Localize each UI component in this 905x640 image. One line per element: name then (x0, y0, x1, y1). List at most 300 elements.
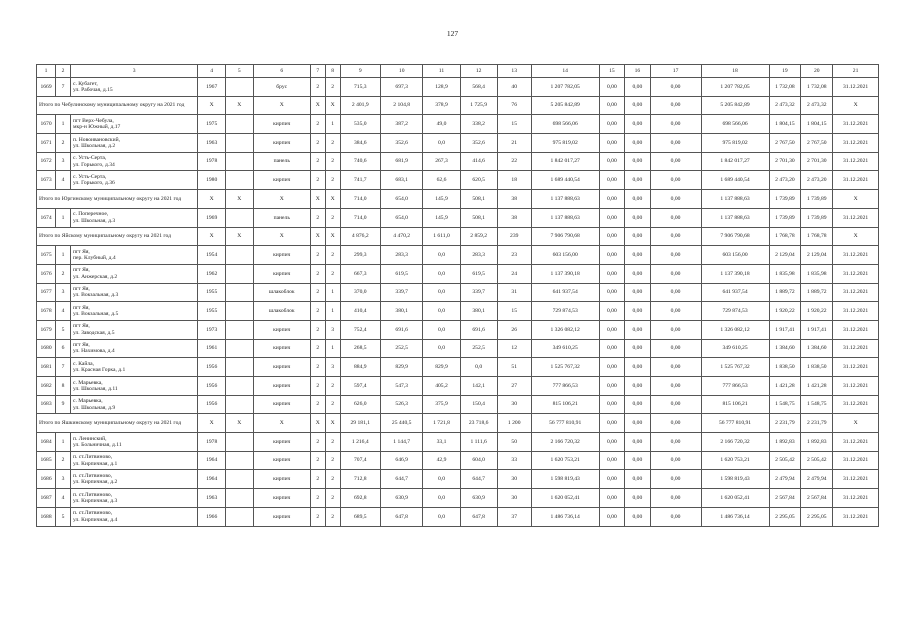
cell-area: 715,3 (340, 78, 380, 97)
cell-cost: 2 166 720,32 (531, 433, 599, 452)
cell-res: 23 (497, 246, 531, 265)
cell-cost2: 7 906 790,68 (701, 227, 769, 246)
cell-u1: 2 567,84 (769, 489, 801, 508)
cell-year: 1978 (198, 152, 226, 171)
cell-cost: 1 137 390,18 (531, 264, 599, 283)
cell-a1: 630,9 (380, 489, 422, 508)
cell-u2: 1 804,15 (801, 115, 833, 134)
table-row (37, 208, 879, 227)
cell-mat: кирпич (253, 433, 310, 452)
row-id: 1675 (37, 246, 56, 265)
cell-a3: 619,5 (460, 264, 497, 283)
cell-a3: 620,5 (460, 171, 497, 190)
cell-a1: 252,5 (380, 339, 422, 358)
cell-c5 (225, 78, 253, 97)
cell-s2: 0,00 (625, 115, 650, 134)
cell-cost2: 1 525 767,32 (701, 358, 769, 377)
cell-s3: 0,00 (650, 451, 701, 470)
cell-year: 1963 (198, 489, 226, 508)
row-id: 1686 (37, 470, 56, 489)
cell-f: 2 (310, 395, 325, 414)
cell-a3: 339,7 (460, 283, 497, 302)
address-cell: п. Ленинский, ул. Больничная, д.11 (70, 433, 197, 452)
cell-mat: панель (253, 152, 310, 171)
cell-mat: кирпич (253, 264, 310, 283)
cell-area: 707,4 (340, 451, 380, 470)
cell-c5 (225, 152, 253, 171)
cell-res: 38 (497, 190, 531, 209)
total-row (37, 96, 879, 115)
column-header: 6 (253, 65, 310, 78)
row-id: 1671 (37, 134, 56, 153)
cell-u1: 1 917,41 (769, 320, 801, 339)
row-id: 1678 (37, 302, 56, 321)
cell-a2: 267,3 (423, 152, 460, 171)
cell-cost2: 1 620 052,41 (701, 489, 769, 508)
cell-res: 50 (497, 433, 531, 452)
row-number: 5 (56, 320, 71, 339)
cell-e: 2 (325, 433, 340, 452)
row-number: 8 (56, 377, 71, 396)
cell-a2: 375,9 (423, 395, 460, 414)
row-number: 3 (56, 152, 71, 171)
cell-res: 30 (497, 489, 531, 508)
cell-a2: 145,9 (423, 208, 460, 227)
column-header: 9 (340, 65, 380, 78)
cell-a3: 508,1 (460, 208, 497, 227)
cell-u1: 1 920,22 (769, 302, 801, 321)
cell-a3: 1 111,6 (460, 433, 497, 452)
cell-a1: 4 470,2 (380, 227, 422, 246)
cell-a3: 283,3 (460, 246, 497, 265)
column-header: 4 (198, 65, 226, 78)
cell-u1: 1 889,72 (769, 283, 801, 302)
cell-date: X (833, 414, 879, 433)
cell-s3: 0,00 (650, 470, 701, 489)
cell-s1: 0,00 (599, 395, 624, 414)
cell-cost2: 56 777 810,91 (701, 414, 769, 433)
address-cell: с. Усть-Серта, ул. Горького, д.36 (70, 171, 197, 190)
cell-a3: 352,6 (460, 134, 497, 153)
cell-s1: 0,00 (599, 302, 624, 321)
cell-res: 27 (497, 377, 531, 396)
cell-res: 30 (497, 470, 531, 489)
address-cell: с. Кайла, ул. Красная Горка, д.1 (70, 358, 197, 377)
cell-mat: X (253, 414, 310, 433)
cell-area: 597,4 (340, 377, 380, 396)
cell-e: 1 (325, 115, 340, 134)
cell-mat: X (253, 190, 310, 209)
cell-s3: 0,00 (650, 489, 701, 508)
cell-u2: 2 567,84 (801, 489, 833, 508)
cell-mat: кирпич (253, 246, 310, 265)
row-number: 4 (56, 302, 71, 321)
address-cell: с. Марьевка, ул. Школьная, д.9 (70, 395, 197, 414)
cell-u1: 2 473,20 (769, 171, 801, 190)
cell-s1: 0,00 (599, 208, 624, 227)
cell-e: 2 (325, 470, 340, 489)
cell-a1: 387,2 (380, 115, 422, 134)
column-header: 5 (225, 65, 253, 78)
cell-s2: 0,00 (625, 489, 650, 508)
column-header: 10 (380, 65, 422, 78)
cell-cost2: 1 137 888,63 (701, 190, 769, 209)
cell-area: 714,0 (340, 190, 380, 209)
table-row (37, 152, 879, 171)
cell-a2: 0,0 (423, 283, 460, 302)
cell-date: 31.12.2021 (833, 152, 879, 171)
cell-c5 (225, 283, 253, 302)
cell-date: 31.12.2021 (833, 451, 879, 470)
cell-a1: 691,6 (380, 320, 422, 339)
cell-a3: 1 725,9 (460, 96, 497, 115)
cell-u1: 1 739,89 (769, 190, 801, 209)
cell-s1: 0,00 (599, 152, 624, 171)
cell-c5 (225, 264, 253, 283)
address-cell: пгт Верх-Чебула, мкр-н Южный, д.17 (70, 115, 197, 134)
cell-a3: 252,5 (460, 339, 497, 358)
cell-mat: шлакоблок (253, 283, 310, 302)
cell-cost: 1 842 017,27 (531, 152, 599, 171)
address-cell: пгт Яя, ул. Вокзальная, д.5 (70, 302, 197, 321)
cell-date: 31.12.2021 (833, 358, 879, 377)
cell-a1: 647,8 (380, 507, 422, 526)
total-row (37, 414, 879, 433)
cell-date: 31.12.2021 (833, 489, 879, 508)
cell-area: 752,4 (340, 320, 380, 339)
address-cell: пгт Яя, ул. Вокзальная, д.3 (70, 283, 197, 302)
cell-area: 2 401,9 (340, 96, 380, 115)
row-id: 1681 (37, 358, 56, 377)
cell-cost: 975 819,02 (531, 134, 599, 153)
cell-s3: 0,00 (650, 320, 701, 339)
row-number: 1 (56, 433, 71, 452)
cell-s3: 0,00 (650, 377, 701, 396)
address-cell: п. Новоивановский, ул. Школьная, д.2 (70, 134, 197, 153)
cell-u2: 2 479,94 (801, 470, 833, 489)
cell-u2: 1 732,08 (801, 78, 833, 97)
cell-date: X (833, 227, 879, 246)
row-number: 1 (56, 208, 71, 227)
cell-year: 1969 (198, 208, 226, 227)
cell-area: 626,0 (340, 395, 380, 414)
cell-s2: 0,00 (625, 451, 650, 470)
cell-s3: 0,00 (650, 208, 701, 227)
cell-res: 51 (497, 358, 531, 377)
cell-e: 2 (325, 208, 340, 227)
cell-cost2: 1 598 819,43 (701, 470, 769, 489)
column-header: 1 (37, 65, 56, 78)
cell-year: 1980 (198, 171, 226, 190)
cell-res: 40 (497, 78, 531, 97)
cell-f: 2 (310, 134, 325, 153)
cell-c5 (225, 134, 253, 153)
cell-res: 38 (497, 208, 531, 227)
cell-u2: 2 701,30 (801, 152, 833, 171)
cell-s2: 0,00 (625, 227, 650, 246)
cell-c5: X (225, 227, 253, 246)
cell-area: 1 216,4 (340, 433, 380, 452)
cell-a1: 654,0 (380, 190, 422, 209)
total-label: Итого по Чебулинскому муниципальному округу на 2021 год (37, 96, 198, 115)
cell-s3: 0,00 (650, 96, 701, 115)
cell-c5 (225, 470, 253, 489)
cell-a2: 42,9 (423, 451, 460, 470)
cell-f: 2 (310, 433, 325, 452)
cell-a3: 647,8 (460, 507, 497, 526)
cell-area: 741,7 (340, 171, 380, 190)
cell-s1: 0,00 (599, 451, 624, 470)
cell-a1: 547,3 (380, 377, 422, 396)
row-id: 1682 (37, 377, 56, 396)
cell-u1: 1 892,83 (769, 433, 801, 452)
cell-cost2: 1 486 736,14 (701, 507, 769, 526)
cell-date: 31.12.2021 (833, 208, 879, 227)
cell-area: 268,5 (340, 339, 380, 358)
cell-e: 3 (325, 320, 340, 339)
cell-year: 1963 (198, 134, 226, 153)
cell-c5: X (225, 96, 253, 115)
cell-u1: 2 231,79 (769, 414, 801, 433)
cell-s1: 0,00 (599, 320, 624, 339)
cell-a2: 49,0 (423, 115, 460, 134)
cell-area: 299,3 (340, 246, 380, 265)
cell-u2: 1 739,89 (801, 190, 833, 209)
total-label: Итого по Юргинскому муниципальному округу на 2021 год (37, 190, 198, 209)
cell-f: 2 (310, 78, 325, 97)
cell-a2: 0,0 (423, 489, 460, 508)
cell-area: 29 181,1 (340, 414, 380, 433)
cell-s2: 0,00 (625, 152, 650, 171)
cell-s1: 0,00 (599, 134, 624, 153)
cell-a1: 646,9 (380, 451, 422, 470)
column-header: 17 (650, 65, 701, 78)
cell-year: 1956 (198, 377, 226, 396)
cell-cost: 1 207 782,05 (531, 78, 599, 97)
column-header: 19 (769, 65, 801, 78)
cell-e: 2 (325, 489, 340, 508)
cell-c5 (225, 395, 253, 414)
cell-c5 (225, 115, 253, 134)
cell-c5 (225, 302, 253, 321)
row-id: 1676 (37, 264, 56, 283)
cell-mat: шлакоблок (253, 302, 310, 321)
cell-cost2: 1 137 390,18 (701, 264, 769, 283)
cell-s1: 0,00 (599, 171, 624, 190)
cell-s3: 0,00 (650, 433, 701, 452)
row-number: 7 (56, 78, 71, 97)
cell-cost2: 641 937,54 (701, 283, 769, 302)
row-id: 1674 (37, 208, 56, 227)
cell-a2: 0,0 (423, 507, 460, 526)
table-row (37, 246, 879, 265)
address-cell: с. Марьевка, ул. Школьная, д.11 (70, 377, 197, 396)
cell-year: 1967 (198, 78, 226, 97)
cell-u2: 1 768,78 (801, 227, 833, 246)
cell-s3: 0,00 (650, 246, 701, 265)
cell-u2: 1 835,98 (801, 264, 833, 283)
cell-cost2: 603 156,00 (701, 246, 769, 265)
address-cell: с. Усть-Серта, ул. Горького, д.34 (70, 152, 197, 171)
cell-u1: 2 295,05 (769, 507, 801, 526)
cell-a2: 405,2 (423, 377, 460, 396)
total-row (37, 190, 879, 209)
cell-s3: 0,00 (650, 115, 701, 134)
table-row (37, 433, 879, 452)
cell-s3: 0,00 (650, 358, 701, 377)
cell-a1: 25 440,5 (380, 414, 422, 433)
row-id: 1683 (37, 395, 56, 414)
cell-area: 689,5 (340, 507, 380, 526)
cell-date: 31.12.2021 (833, 339, 879, 358)
cell-s1: 0,00 (599, 377, 624, 396)
table-row (37, 78, 879, 97)
column-header: 11 (423, 65, 460, 78)
cell-mat: брус (253, 78, 310, 97)
cell-u1: 1 421,28 (769, 377, 801, 396)
cell-mat: кирпич (253, 320, 310, 339)
cell-area: 4 876,2 (340, 227, 380, 246)
cell-s3: 0,00 (650, 78, 701, 97)
cell-cost: 777 866,53 (531, 377, 599, 396)
cell-res: 12 (497, 339, 531, 358)
cell-mat: кирпич (253, 489, 310, 508)
cell-a2: 829,9 (423, 358, 460, 377)
cell-c5 (225, 377, 253, 396)
cell-a3: 150,4 (460, 395, 497, 414)
cell-e: 2 (325, 134, 340, 153)
cell-f: 2 (310, 152, 325, 171)
cell-u2: 2 505,42 (801, 451, 833, 470)
cell-s3: 0,00 (650, 227, 701, 246)
cell-date: 31.12.2021 (833, 377, 879, 396)
cell-year: 1964 (198, 470, 226, 489)
cell-a3: 644,7 (460, 470, 497, 489)
cell-res: 76 (497, 96, 531, 115)
cell-cost: 1 486 736,14 (531, 507, 599, 526)
address-cell: с. Кубагет, ул. Рабочая, д.15 (70, 78, 197, 97)
cell-s3: 0,00 (650, 190, 701, 209)
table-row (37, 283, 879, 302)
cell-cost2: 729 874,53 (701, 302, 769, 321)
cell-a3: 691,6 (460, 320, 497, 339)
address-cell: п. ст.Литвиново, ул. Кирпичная, д.2 (70, 470, 197, 489)
table-body (37, 65, 879, 527)
cell-year: 1975 (198, 115, 226, 134)
address-cell: пгт Яя, ул. Анжерская, д.2 (70, 264, 197, 283)
cell-e: 2 (325, 451, 340, 470)
cell-res: 37 (497, 507, 531, 526)
table-row (37, 507, 879, 526)
cell-res: 30 (497, 395, 531, 414)
address-cell: пгт Яя, ул. Заводская, д.5 (70, 320, 197, 339)
cell-u1: 2 129,04 (769, 246, 801, 265)
cell-e: 2 (325, 377, 340, 396)
cell-u2: 1 920,22 (801, 302, 833, 321)
cell-u2: 2 473,20 (801, 171, 833, 190)
cell-year: 1964 (198, 451, 226, 470)
cell-cost: 815 106,21 (531, 395, 599, 414)
cell-mat: панель (253, 208, 310, 227)
cell-f: 2 (310, 470, 325, 489)
column-header: 15 (599, 65, 624, 78)
row-number: 6 (56, 339, 71, 358)
cell-a2: 0,0 (423, 339, 460, 358)
cell-mat: кирпич (253, 451, 310, 470)
cell-f: 2 (310, 320, 325, 339)
table-row (37, 320, 879, 339)
cell-f: X (310, 96, 325, 115)
cell-a2: 378,9 (423, 96, 460, 115)
cell-cost2: 1 137 888,63 (701, 208, 769, 227)
cell-res: 24 (497, 264, 531, 283)
cell-area: 410,4 (340, 302, 380, 321)
cell-u1: 2 701,30 (769, 152, 801, 171)
cell-res: 31 (497, 283, 531, 302)
row-number: 5 (56, 507, 71, 526)
cell-cost2: 1 326 082,12 (701, 320, 769, 339)
cell-res: 33 (497, 451, 531, 470)
cell-s3: 0,00 (650, 171, 701, 190)
cell-year: X (198, 190, 226, 209)
cell-c5: X (225, 190, 253, 209)
cell-cost: 1 598 819,43 (531, 470, 599, 489)
cell-cost2: 1 689 440,54 (701, 171, 769, 190)
row-number: 3 (56, 283, 71, 302)
cell-c5 (225, 507, 253, 526)
cell-s3: 0,00 (650, 395, 701, 414)
row-id: 1673 (37, 171, 56, 190)
cell-s2: 0,00 (625, 414, 650, 433)
cell-s1: 0,00 (599, 190, 624, 209)
cell-cost2: 777 866,53 (701, 377, 769, 396)
cell-u1: 2 473,32 (769, 96, 801, 115)
cell-a3: 380,1 (460, 302, 497, 321)
column-number-row (37, 65, 879, 78)
cell-u2: 2 473,32 (801, 96, 833, 115)
cell-a2: 1 611,0 (423, 227, 460, 246)
cell-c5 (225, 320, 253, 339)
cell-date: 31.12.2021 (833, 115, 879, 134)
cell-u1: 1 804,15 (769, 115, 801, 134)
cell-e: 2 (325, 507, 340, 526)
cell-s3: 0,00 (650, 283, 701, 302)
housing-register-table (36, 64, 879, 527)
row-number: 4 (56, 171, 71, 190)
cell-s1: 0,00 (599, 470, 624, 489)
cell-year: 1955 (198, 283, 226, 302)
cell-s3: 0,00 (650, 152, 701, 171)
cell-cost: 641 937,54 (531, 283, 599, 302)
column-header: 3 (70, 65, 197, 78)
column-header: 2 (56, 65, 71, 78)
cell-s2: 0,00 (625, 339, 650, 358)
cell-a3: 142,1 (460, 377, 497, 396)
cell-u1: 1 739,89 (769, 208, 801, 227)
cell-u2: 1 384,60 (801, 339, 833, 358)
cell-date: 31.12.2021 (833, 320, 879, 339)
cell-area: 535,0 (340, 115, 380, 134)
cell-res: 15 (497, 302, 531, 321)
cell-mat: кирпич (253, 339, 310, 358)
cell-c5: X (225, 414, 253, 433)
cell-cost2: 5 205 842,89 (701, 96, 769, 115)
cell-a3: 604,0 (460, 451, 497, 470)
cell-year: 1962 (198, 264, 226, 283)
cell-cost: 603 156,00 (531, 246, 599, 265)
row-number: 2 (56, 264, 71, 283)
cell-f: 2 (310, 451, 325, 470)
